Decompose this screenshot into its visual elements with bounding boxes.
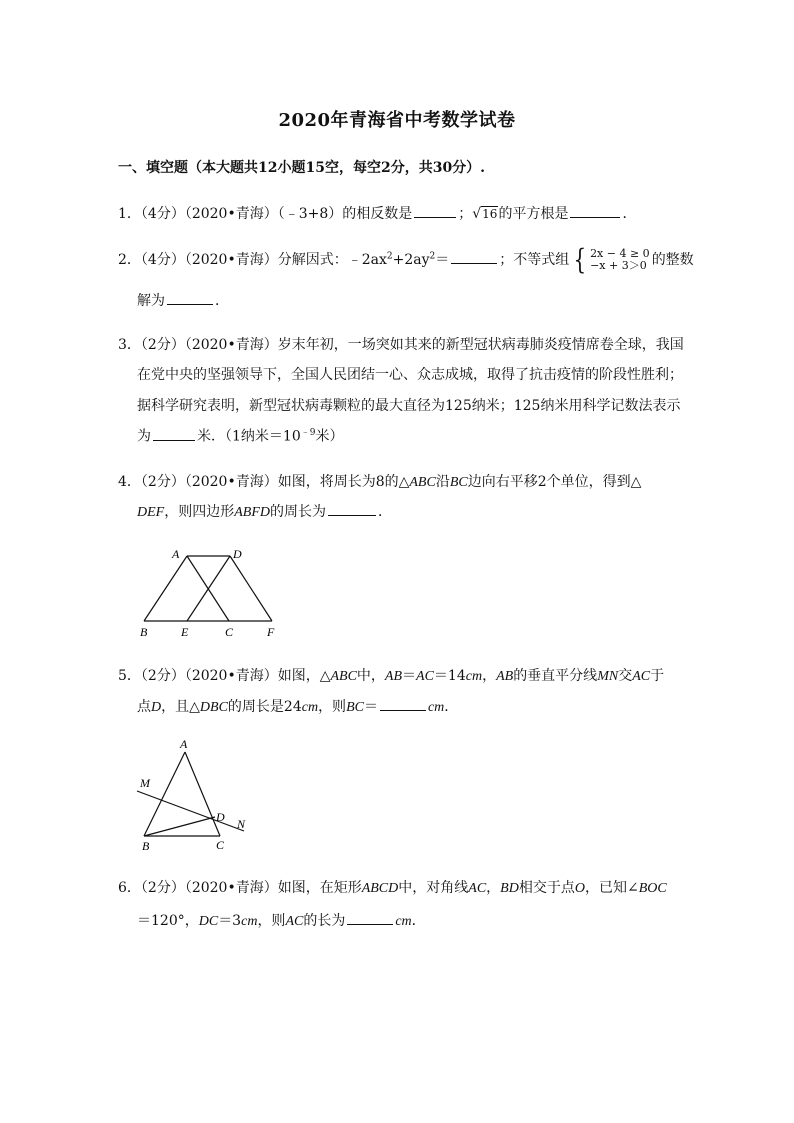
q5-var: AB [496,669,514,684]
q6-text: ＝120°， [137,913,199,929]
q5-figure-isosceles-triangle [130,735,260,855]
q3-text-c: 米） [315,428,344,445]
q5-answer-blank[interactable] [380,696,426,711]
q4-text: 沿 [435,474,450,490]
q6-var: AC [468,881,487,896]
label-b: B [142,839,150,853]
q5-text: 5．（2分）（2020•青海）如图，△ [118,668,331,684]
q5-text: 交 [618,668,633,684]
q2-text-c: ＝ [435,252,450,268]
q4-text: ，则四边形 [164,504,235,520]
q3-line-3: 据科学研究表明，新型冠状病毒颗粒的最大直径为125纳米；125纳米用科学记数法表示 [137,398,681,414]
segment-df [230,556,272,621]
q2-text-d: ；不等式组 [499,252,570,268]
q5-text: ． [444,699,459,715]
q5-var: DBC [199,700,228,715]
inequality-1: 2x − 4 ≥ 0 [590,247,650,260]
q3-answer-blank[interactable] [153,426,195,441]
q6-text: 相交于点 [518,880,575,896]
q5-var: ABC [330,669,357,684]
label-d: D [216,810,225,824]
q2-exp-2: 2 [429,251,436,262]
q5-var: AB [384,669,403,684]
segment-ab [144,752,185,836]
q1-text-c: 的平方根是 [498,206,569,222]
q6-var: AC [285,914,304,929]
q6-text: ， [486,880,501,896]
q6-text: ，已知∠ [584,880,639,896]
q4-var: DEF [137,505,165,520]
q5-text: ，则 [318,699,347,715]
q6-text: 中，对角线 [398,880,469,896]
q6-answer-blank[interactable] [347,910,393,925]
q4-answer-blank[interactable] [328,501,376,516]
q3-line-2: 在党中央的坚强领导下，全国人民团结一心、众志成城，取得了抗击疫情的阶段性胜利； [137,367,683,383]
q5-text: ，且△ [161,699,200,715]
segment-ab [144,556,187,621]
q6-line-2 [137,910,426,930]
q4-text: 4．（2分）（2020•青海）如图，将周长为8的△ [118,474,410,490]
q4-figure-translated-triangles [130,540,290,645]
q2-answer-blank-1[interactable] [451,249,497,264]
q2-text-a: 2．（4分）（2020•青海）分解因式：﹣2ax [118,252,387,268]
q3-text-b: 米．（1纳米＝10 [197,428,301,445]
sqrt-symbol: √16 [472,206,498,222]
q5-text: ， [482,668,497,684]
q3-exp: ﹣9 [300,428,316,438]
q5-text: 的垂直平分线 [513,668,598,684]
q4-var: BC [449,475,468,490]
q1-answer-blank-2[interactable] [570,203,620,218]
q4-var: ABFD [234,505,270,520]
q5-text: 中， [356,668,385,684]
label-c: C [216,838,225,852]
q6-text: 的长为 [303,913,346,929]
q2-text-b: +2ay [392,252,430,268]
q6-var: DC [198,914,219,929]
q6-var: O [574,881,585,896]
q4-line-1 [118,471,641,491]
q5-text: ＝ [402,668,417,684]
q6-var: ABCD [361,881,399,896]
q6-text: ＝3 [218,913,242,929]
q1-text-a: 1．（4分）（2020•青海）（﹣3+8）的相反数是 [118,206,413,222]
q2-text-f: 解为 [137,293,165,309]
q1-answer-blank-1[interactable] [414,203,456,218]
q2-text-g: ． [215,293,229,309]
q5-text: ＝ [363,699,378,715]
label-a: A [172,547,180,561]
q1-text-d: ． [622,206,637,222]
q5-var: cm [427,700,445,715]
question-1 [118,203,636,223]
q6-text: ，则 [257,913,286,929]
q6-line-1 [118,877,667,897]
q3-line-4 [137,425,343,446]
section-heading: 一、填空题（本大题共12小题15空，每空2分，共30分）. [118,160,486,176]
q3-text-a: 为 [137,428,151,445]
q5-var: BC [346,700,364,715]
q4-text: 边向右平移2个单位，得到△ [467,474,642,490]
q5-text: 的周长是24 [227,699,302,715]
label-f: F [267,625,275,639]
q4-text: 的周长为 [269,504,326,520]
label-b: B [140,625,148,639]
inequality-2: −x + 3＞0 [590,259,647,272]
q6-var: BOC [638,881,667,896]
label-n: N [237,817,246,831]
segment-bd [144,817,215,836]
q5-text: ＝14 [433,668,466,684]
label-m: M [140,776,150,790]
q6-text: ． [411,913,426,929]
q2-text-e: 的整数 [651,252,694,268]
exam-title: 2020年青海省中考数学试卷 [278,110,516,131]
label-a: A [180,737,188,751]
label-c: C [225,625,234,639]
q3-line-1: 3．（2分）（2020•青海）岁末年初，一场突如其来的新型冠状病毒肺炎疫情席卷全球，我国 [118,337,684,353]
q5-var: cm [465,669,483,684]
q5-line-2 [137,696,458,716]
q5-var: AC [632,669,651,684]
q5-line-1 [118,665,664,685]
q6-var: cm [241,914,258,929]
q5-var: cm [301,700,319,715]
q5-var: AC [416,669,434,684]
q6-text: 6．（2分）（2020•青海）如图，在矩形 [118,880,362,896]
question-2-cont [137,290,229,310]
q2-answer-blank-2[interactable] [167,290,213,305]
brace-symbol: { [573,243,587,276]
perpendicular-bisector-mn [137,791,244,831]
q4-var: ABC [409,475,436,490]
q2-exp-1: 2 [386,251,393,262]
question-2 [118,243,694,276]
inequality-system [571,243,650,276]
q5-text: 于 [650,668,665,684]
label-e: E [181,625,189,639]
q4-text: ． [377,504,392,520]
q4-line-2 [137,501,392,521]
q1-text-b: ； [458,206,473,222]
q5-text: 点 [137,699,151,715]
sqrt-radicand: 16 [482,207,498,221]
q6-var: cm [395,914,412,929]
q6-var: BD [500,881,519,896]
label-d: D [233,547,242,561]
q5-var: D [151,700,162,715]
q5-var: MN [597,669,619,684]
